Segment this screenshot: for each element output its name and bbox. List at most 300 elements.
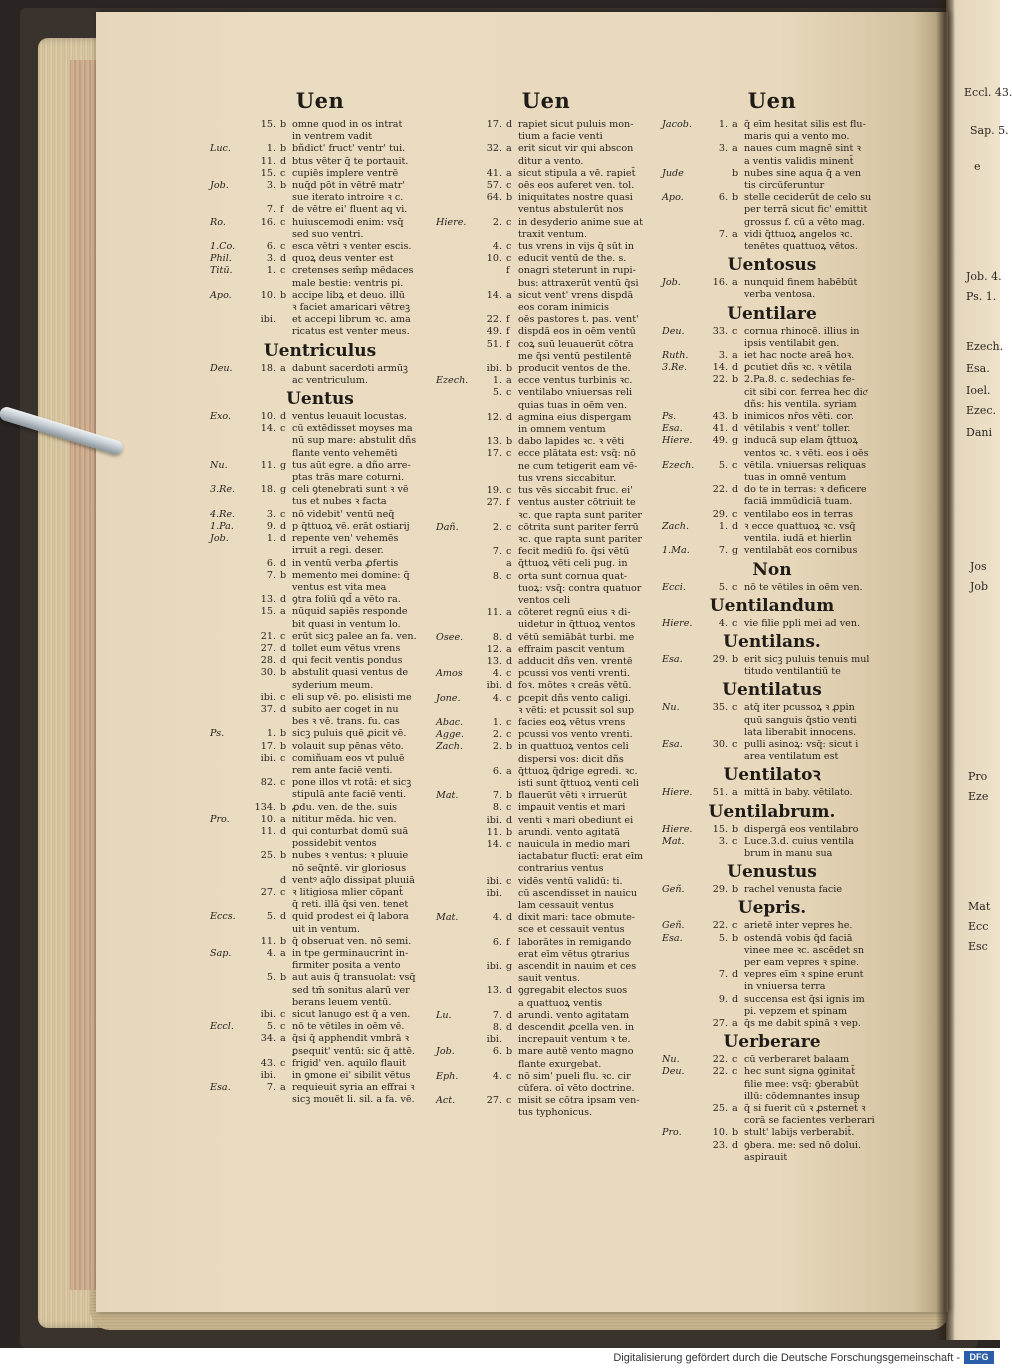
citation-text: ventilabo eos in terras bbox=[744, 508, 854, 520]
citation-text: oēs pastores t. pas. vent' bbox=[518, 314, 639, 326]
citation-text: ptas trās mare coturni. bbox=[292, 472, 405, 484]
concordance-line bbox=[662, 1115, 882, 1127]
citation-text: q̄ttuoꝝ vēti celi pug. in bbox=[518, 558, 628, 570]
section-letter: c bbox=[506, 570, 512, 582]
section-letter: f bbox=[506, 936, 510, 948]
concordance-line bbox=[436, 815, 656, 827]
section-letter: c bbox=[506, 216, 512, 228]
concordance-line bbox=[436, 217, 656, 229]
section-letter: f bbox=[506, 497, 510, 509]
book-reference: Titū. bbox=[210, 265, 233, 277]
concordance-line bbox=[436, 741, 656, 753]
chapter-number: 7. bbox=[492, 546, 502, 558]
citation-text: ꝯbera. me: sed nō dolui. bbox=[744, 1139, 861, 1151]
concordance-line bbox=[210, 814, 430, 826]
citation-text: sed tm̄ sonitus alarū ver bbox=[292, 984, 410, 996]
chapter-number: 30. bbox=[712, 738, 728, 750]
concordance-line bbox=[436, 522, 656, 534]
concordance-line bbox=[436, 1046, 656, 1058]
chapter-number: 4. bbox=[718, 617, 728, 629]
section-letter: a bbox=[506, 765, 512, 777]
chapter-number: 4. bbox=[492, 912, 502, 924]
citation-text: huiuscemodi enim: vsq̄ bbox=[292, 216, 404, 228]
chapter-number: ibi. bbox=[260, 314, 276, 326]
section-letter: d bbox=[280, 411, 287, 423]
section-letter: d bbox=[280, 825, 287, 837]
concordance-line bbox=[662, 460, 882, 472]
citation-text: descendit ꝓcella ven. in bbox=[518, 1022, 635, 1034]
concordance-line bbox=[436, 1095, 656, 1107]
citation-text: in tpe germinaucrint in- bbox=[292, 948, 409, 959]
citation-text: ventilabāt eos cornibus bbox=[744, 545, 858, 557]
chapter-number: 9. bbox=[718, 993, 728, 1005]
concordance-line bbox=[436, 680, 656, 692]
concordance-line bbox=[662, 1152, 882, 1164]
chapter-number: 16. bbox=[712, 277, 728, 289]
citation-text: stult' labijs verberabit̄. bbox=[744, 1127, 855, 1139]
chapter-number: 27. bbox=[486, 497, 502, 509]
facing-page-text: Mat bbox=[968, 900, 991, 913]
citation-text: uit in ventum. bbox=[292, 923, 360, 935]
section-letter: c bbox=[732, 508, 738, 520]
book-reference: Ezech. bbox=[436, 375, 469, 387]
book-reference: Exo. bbox=[210, 411, 232, 423]
citation-text: tis circūferuntur bbox=[744, 180, 825, 192]
chapter-number: 7. bbox=[718, 545, 728, 557]
chapter-number: 22. bbox=[486, 314, 502, 326]
citation-text: q̄ obseruat ven. nō semi. bbox=[292, 935, 412, 947]
citation-text: brum in manu sua bbox=[744, 847, 833, 859]
concordance-line bbox=[662, 350, 882, 362]
citation-text: fecit mediū fo. q̄si vētū bbox=[518, 546, 630, 558]
chapter-number: 6. bbox=[266, 557, 276, 569]
section-letter: d bbox=[506, 1009, 513, 1021]
concordance-line bbox=[210, 728, 430, 740]
citation-text: dixit mari: tace obmute- bbox=[518, 912, 635, 924]
book-reference: Ps. bbox=[210, 728, 225, 740]
citation-text: vētila. vniuersas reliquas bbox=[744, 459, 866, 471]
book-reference: 3.Re. bbox=[662, 362, 688, 374]
citation-text: possidebit ventos bbox=[292, 838, 377, 850]
citation-text: effraim pascit ventum bbox=[518, 643, 625, 655]
concordance-line bbox=[436, 424, 656, 436]
section-letter: c bbox=[506, 387, 512, 399]
section-letter: d bbox=[506, 655, 513, 667]
concordance-line bbox=[210, 156, 430, 168]
chapter-number: 4. bbox=[492, 1070, 502, 1082]
section-letter: d bbox=[506, 680, 513, 692]
concordance-line bbox=[662, 435, 882, 447]
citation-text: frigid' ven. aquilo flauit bbox=[292, 1057, 406, 1069]
citation-text: tollet eum vētus vrens bbox=[292, 642, 401, 654]
section-letter: b bbox=[280, 740, 287, 752]
facing-page-text: Esa. bbox=[966, 362, 990, 375]
section-letter: c bbox=[280, 265, 286, 277]
citation-text: esca vētri ꝛ venter escis. bbox=[292, 241, 412, 253]
section-letter: g bbox=[506, 961, 513, 973]
citation-text: ventos ꝛc. ꝛ vēti. eos i oēs bbox=[744, 447, 869, 459]
chapter-number: 22. bbox=[712, 484, 728, 496]
entry-heading: Non bbox=[752, 559, 792, 580]
section-letter: d bbox=[506, 1022, 513, 1034]
chapter-number: 13. bbox=[486, 655, 502, 667]
concordance-line bbox=[436, 632, 656, 644]
section-letter: a bbox=[732, 143, 738, 155]
concordance-line bbox=[436, 998, 656, 1010]
book-reference: Amos bbox=[436, 668, 463, 680]
concordance-line bbox=[210, 911, 430, 923]
citation-text: me q̄si ventū pestilentē bbox=[518, 350, 632, 362]
chapter-number: 4. bbox=[266, 948, 276, 959]
chapter-number: ibi. bbox=[486, 814, 502, 826]
concordance-line bbox=[436, 534, 656, 546]
concordance-line bbox=[662, 933, 882, 945]
section-letter: c bbox=[280, 691, 286, 703]
concordance-line bbox=[436, 412, 656, 424]
section-letter: b bbox=[506, 436, 513, 448]
citation-text: naues cum magnē sint ꝛ bbox=[744, 143, 861, 155]
chapter-number: 13. bbox=[260, 594, 276, 606]
citation-text: cūfera. oī vēto doctrine. bbox=[518, 1083, 635, 1095]
citation-text: quū sanguis q̄stio venti bbox=[744, 714, 857, 726]
chapter-number: 1. bbox=[492, 716, 502, 728]
chapter-number: 32. bbox=[486, 143, 502, 155]
concordance-line bbox=[436, 827, 656, 839]
citation-text: ventila. iudā et hierlin bbox=[744, 533, 852, 545]
concordance-line bbox=[210, 119, 430, 131]
section-letter: a bbox=[732, 787, 738, 799]
concordance-line bbox=[210, 1058, 430, 1070]
concordance-line bbox=[662, 787, 882, 799]
chapter-number: 57. bbox=[486, 180, 502, 192]
book-reference: Nu. bbox=[662, 702, 680, 714]
book-reference: Sap. bbox=[210, 948, 232, 959]
concordance-line bbox=[436, 302, 656, 314]
citation-text: irruit a regi. deser. bbox=[292, 545, 384, 557]
citation-text: ostendā vobis q̄d faciā bbox=[744, 932, 853, 944]
book-reference: Geñ. bbox=[662, 920, 685, 932]
section-letter: b bbox=[280, 935, 287, 947]
concordance-line bbox=[662, 969, 882, 981]
concordance-line bbox=[210, 753, 430, 765]
concordance-line bbox=[436, 839, 656, 851]
citation-text: q̄si q̄ apphendit vmbrā ꝛ bbox=[292, 1033, 410, 1045]
citation-text: nō te vētiles in oēm vē. bbox=[292, 1021, 405, 1033]
citation-text: cōtrita sunt pariter ferrū bbox=[518, 521, 639, 533]
book-reference: Esa. bbox=[210, 1082, 231, 1094]
section-letter: d bbox=[280, 874, 287, 886]
concordance-line bbox=[210, 594, 430, 606]
facing-page-text: Ioel. bbox=[966, 384, 991, 397]
concordance-line bbox=[210, 545, 430, 557]
chapter-number: 7. bbox=[266, 1082, 276, 1094]
entry-heading: Uentriculus bbox=[263, 340, 377, 361]
chapter-number: 14. bbox=[486, 838, 502, 850]
entry-heading: Uentus bbox=[286, 389, 354, 410]
citation-text: orta sunt cornua quat- bbox=[518, 570, 628, 582]
citation-text: cū ascendisset in nauicu bbox=[518, 887, 638, 899]
concordance-line bbox=[210, 472, 430, 484]
chapter-number: ibi. bbox=[260, 691, 276, 703]
section-letter: c bbox=[506, 716, 512, 728]
concordance-line bbox=[436, 204, 656, 216]
chapter-number: 43. bbox=[260, 1057, 276, 1069]
concordance-line bbox=[662, 217, 882, 229]
concordance-line bbox=[436, 607, 656, 619]
chapter-number: 11. bbox=[260, 155, 276, 167]
section-letter: d bbox=[732, 362, 739, 374]
section-letter: b bbox=[732, 411, 739, 423]
chapter-number: 1. bbox=[266, 265, 276, 277]
section-letter: a bbox=[732, 1017, 738, 1029]
section-letter: c bbox=[280, 1009, 286, 1021]
dfg-logo: DFG bbox=[964, 1351, 994, 1364]
citation-text: lam cessauit ventus bbox=[518, 900, 614, 911]
citation-text: tuas in omnē ventum bbox=[744, 472, 847, 484]
concordance-line bbox=[662, 727, 882, 739]
citation-text: ꝑsequit' ventū: sic q̄ attē. bbox=[292, 1045, 415, 1057]
concordance-line bbox=[210, 1082, 430, 1094]
concordance-line bbox=[210, 875, 430, 887]
book-reference: Job. bbox=[436, 1046, 455, 1058]
section-letter: a bbox=[732, 119, 738, 130]
citation-text: dñs: his ventila. syriam bbox=[744, 398, 857, 410]
concordance-line bbox=[210, 850, 430, 862]
section-letter: c bbox=[506, 546, 512, 558]
citation-text: mare autē vento magno bbox=[518, 1046, 634, 1058]
concordance-line bbox=[210, 204, 430, 216]
citation-text: sicꝫ puluis quē ꝓicit vē. bbox=[292, 728, 407, 740]
chapter-number: 2. bbox=[492, 729, 502, 741]
book-reference: Mat. bbox=[436, 912, 459, 924]
concordance-line bbox=[662, 496, 882, 508]
chapter-number: 7. bbox=[266, 569, 276, 581]
chapter-number: 1. bbox=[266, 533, 276, 545]
chapter-number: ibi. bbox=[486, 680, 502, 692]
citation-text: vētū semiābāt turbi. me bbox=[518, 631, 635, 643]
chapter-number: 10. bbox=[260, 411, 276, 423]
concordance-line bbox=[662, 156, 882, 168]
chapter-number: 1. bbox=[718, 119, 728, 130]
citation-text: ꝛc. que rapta sunt pariter bbox=[518, 509, 642, 521]
citation-text: nū sup mare: abstulit dñs bbox=[292, 435, 417, 447]
concordance-line bbox=[436, 949, 656, 961]
chapter-number: 7. bbox=[492, 1009, 502, 1021]
citation-text: ꝛ vēti: et pcussit sol sup bbox=[518, 704, 635, 716]
citation-text: sce et cessauit ventus bbox=[518, 924, 625, 936]
section-letter: c bbox=[732, 835, 738, 847]
concordance-line bbox=[662, 533, 882, 545]
citation-text: nubes sine aqua q̄ a ven bbox=[744, 167, 862, 179]
citation-text: tus typhonicus. bbox=[518, 1107, 593, 1119]
section-letter: d bbox=[280, 655, 287, 667]
book-reference: Deu. bbox=[662, 325, 685, 337]
section-letter: b bbox=[732, 374, 739, 386]
concordance-line bbox=[436, 1059, 656, 1071]
citation-text: inducā sup elam q̄ttuoꝝ bbox=[744, 435, 858, 447]
section-letter: f bbox=[506, 326, 510, 338]
book-reference: Ruth. bbox=[662, 350, 689, 362]
chapter-number: 21. bbox=[260, 630, 276, 642]
book-gutter bbox=[936, 0, 954, 1340]
chapter-number: 34. bbox=[260, 1033, 276, 1045]
concordance-line bbox=[210, 484, 430, 496]
concordance-line bbox=[210, 655, 430, 667]
concordance-line bbox=[662, 119, 882, 131]
concordance-line bbox=[436, 729, 656, 741]
chapter-number: 29. bbox=[712, 508, 728, 520]
facing-page-text: Dani bbox=[966, 426, 992, 439]
chapter-number: 29. bbox=[712, 884, 728, 896]
concordance-line bbox=[436, 241, 656, 253]
concordance-line bbox=[662, 180, 882, 192]
chapter-number: ibi. bbox=[260, 1009, 276, 1021]
citation-text: vidi q̄ttuoꝝ angelos ꝛc. bbox=[744, 228, 853, 240]
section-letter: a bbox=[506, 643, 512, 655]
concordance-line bbox=[662, 472, 882, 484]
column-2 bbox=[436, 88, 656, 1120]
concordance-line bbox=[210, 765, 430, 777]
section-letter: b bbox=[280, 143, 287, 155]
citation-text: ecce ventus turbinis ꝛc. bbox=[518, 375, 633, 387]
concordance-line bbox=[436, 448, 656, 460]
concordance-line bbox=[210, 619, 430, 631]
section-letter: c bbox=[732, 459, 738, 471]
citation-text: area ventilatum est bbox=[744, 751, 839, 763]
concordance-line bbox=[436, 705, 656, 717]
concordance-line bbox=[662, 981, 882, 993]
citation-text: ꝛ faciet amaricari vētreꝫ bbox=[292, 302, 410, 314]
chapter-number: ibi. bbox=[260, 752, 276, 764]
chapter-number: 27. bbox=[486, 1095, 502, 1107]
citation-text: ꝑcutiet dñs ꝛc. ꝛ vētila bbox=[744, 362, 852, 374]
citation-text: flauerūt vēti ꝛ irruerūt bbox=[518, 790, 628, 802]
concordance-line bbox=[436, 290, 656, 302]
section-letter: c bbox=[506, 1070, 512, 1082]
book-reference: Hiere. bbox=[662, 617, 693, 629]
concordance-line bbox=[662, 545, 882, 557]
concordance-line bbox=[210, 253, 430, 265]
concordance-line bbox=[210, 972, 430, 984]
chapter-number: 2. bbox=[492, 521, 502, 533]
section-letter: b bbox=[280, 119, 287, 130]
section-letter: g bbox=[732, 435, 739, 447]
concordance-line bbox=[436, 180, 656, 192]
citation-text: vētilabis ꝛ vent' toller. bbox=[744, 423, 851, 435]
citation-text: ipsis ventilabit gen. bbox=[744, 337, 840, 349]
concordance-line bbox=[436, 400, 656, 412]
chapter-number: 51. bbox=[712, 787, 728, 799]
concordance-line bbox=[662, 277, 882, 289]
concordance-line bbox=[210, 704, 430, 716]
concordance-line bbox=[662, 715, 882, 727]
book-reference: Zach. bbox=[436, 741, 463, 753]
citation-text: hec sunt signa ꝯginitat̄ bbox=[744, 1066, 856, 1078]
citation-text: ac ventriculum. bbox=[292, 374, 368, 386]
citation-text: rem ante faciē venti. bbox=[292, 764, 393, 776]
citation-text: coꝝ suū leuauerūt cōtra bbox=[518, 338, 634, 350]
section-letter: d bbox=[506, 912, 513, 924]
concordance-line bbox=[436, 754, 656, 766]
citation-text: sauit ventus. bbox=[518, 973, 581, 985]
citation-text: sicut vent' vrens dispdā bbox=[518, 289, 634, 301]
concordance-line bbox=[210, 302, 430, 314]
citation-text: de vētre ei' fluent aq vi. bbox=[292, 204, 408, 216]
concordance-line bbox=[662, 1091, 882, 1103]
citation-text: uidetur in q̄ttuoꝝ ventos bbox=[518, 619, 636, 631]
concordance-line bbox=[210, 229, 430, 241]
chapter-number: 27. bbox=[712, 1017, 728, 1029]
chapter-number: 10. bbox=[712, 1127, 728, 1139]
concordance-line bbox=[662, 192, 882, 204]
book-reference: Ro. bbox=[210, 216, 226, 228]
section-letter: f bbox=[506, 314, 510, 326]
citation-text: maris qui a vento mo. bbox=[744, 131, 850, 143]
section-letter: b bbox=[280, 667, 287, 679]
book-reference: Hiere. bbox=[662, 435, 693, 447]
citation-text: sicut lanugo est q̄ a ven. bbox=[292, 1009, 411, 1021]
book-reference: 1.Ma. bbox=[662, 545, 690, 557]
citation-text: Luce.3.d. cuius ventila bbox=[744, 835, 854, 847]
book-reference: Ps. bbox=[662, 411, 677, 423]
concordance-line bbox=[662, 448, 882, 460]
chapter-number: 12. bbox=[486, 411, 502, 423]
concordance-line bbox=[210, 1033, 430, 1045]
section-letter: b bbox=[280, 850, 287, 862]
concordance-line bbox=[210, 997, 430, 1009]
citation-text: flante exurgebat. bbox=[518, 1058, 602, 1070]
book-reference: Osee. bbox=[436, 631, 464, 643]
section-letter: a bbox=[732, 277, 738, 289]
concordance-line bbox=[436, 912, 656, 924]
concordance-line bbox=[436, 876, 656, 888]
section-letter: d bbox=[506, 411, 513, 423]
facing-page-text: Ezech. bbox=[966, 340, 1004, 353]
citation-text: aspirauit bbox=[744, 1151, 788, 1163]
section-letter: a bbox=[506, 558, 512, 570]
chapter-number: 11. bbox=[260, 935, 276, 947]
chapter-number: 5. bbox=[492, 387, 502, 399]
concordance-line bbox=[210, 838, 430, 850]
section-letter: c bbox=[280, 423, 286, 435]
chapter-number: 11. bbox=[486, 607, 502, 619]
citation-text: laborātes in remigando bbox=[518, 936, 632, 948]
column-running-head: Uen bbox=[747, 88, 797, 113]
column-running-head: Uen bbox=[295, 88, 345, 113]
citation-text: bit quasi in ventum lo. bbox=[292, 618, 401, 630]
citation-text: ventꝰ aq̄lo dissipat pluuiā bbox=[292, 874, 415, 886]
book-reference: Ezech. bbox=[662, 459, 695, 471]
concordance-line bbox=[662, 387, 882, 399]
concordance-line bbox=[436, 339, 656, 351]
chapter-number: 6. bbox=[492, 1046, 502, 1058]
chapter-number: 8. bbox=[492, 631, 502, 643]
chapter-number: 17. bbox=[260, 740, 276, 752]
facing-page-text: Eccl. 43. bbox=[964, 86, 1012, 99]
concordance-line bbox=[436, 985, 656, 997]
concordance-line bbox=[436, 571, 656, 583]
concordance-line bbox=[662, 509, 882, 521]
concordance-line bbox=[436, 668, 656, 680]
concordance-line bbox=[210, 741, 430, 753]
chapter-number: 49. bbox=[486, 326, 502, 338]
section-letter: c bbox=[280, 630, 286, 642]
concordance-line bbox=[210, 667, 430, 679]
section-letter: c bbox=[280, 886, 286, 898]
entry-heading: Uentilare bbox=[727, 303, 817, 324]
book-reference: Esa. bbox=[662, 653, 683, 665]
citation-text: nō te vētiles in oēm ven. bbox=[744, 581, 863, 593]
